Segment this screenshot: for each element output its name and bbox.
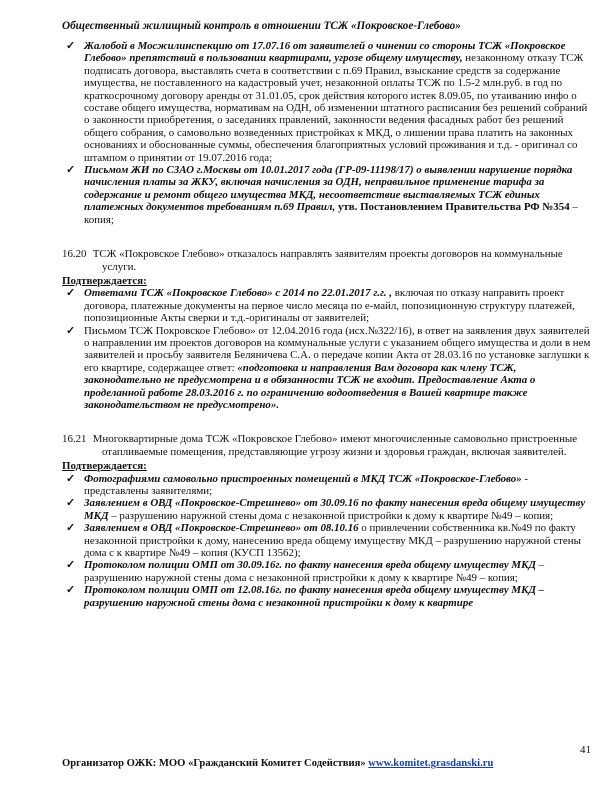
check-icon: ✓ — [66, 287, 76, 300]
page-number: 41 — [580, 744, 591, 756]
check-icon: ✓ — [66, 522, 76, 535]
footer-link[interactable]: www.komitet.grasdanski.ru — [368, 758, 494, 769]
list-item: ✓ Заявлением в ОВД «Покровское-Стрешнево» от 30.09.16 по факту нанесения вреда общему имуществу МКД – разрушению наружной стены дома с незаконной пристройки к дому к квартире №49 – копия; — [66, 497, 586, 522]
page-footer — [62, 758, 493, 769]
list-item: ✓ Письмом ТСЖ Покровское Глебово» от 12.04.2016 года (исх.№322/16), в ответ на заявления двух заявителей о направлении им проектов договоров на коммунальные услуги с указанием общего имущества и доли в нем заявителей и просьбу заявителя Беляничева С.А. о передаче копии Акта от 28.03.16 по установке заглушки к его квартире, содержащее ответ: «подготовка и направления Вам договора как члену ТСЖ, законодательно не предусмотрена и в обязанности ТСЖ не входит. Предоставление Акта о проделанной работе 28.03.2016 г. по ограничению водоотведения в Вашей квартире также законодательством не предусмотрено». — [66, 324, 591, 411]
check-icon: ✓ — [66, 164, 76, 177]
section-number: 16.21 — [62, 433, 87, 446]
list-item: ✓ Ответами ТСЖ «Покровское Глебово» с 2014 по 22.01.2017 г.г. , включая по отказу направить проект договора, платежные документы на первое число месяца по e-майл, попозиционную структуру платежей, попозиционные Акты сверки и т.д.-оригиналы от заявителей; — [66, 287, 575, 325]
document-body — [62, 40, 592, 609]
section-lead: Многоквартирные дома ТСЖ «Покровское Глебово» имеют многочисленные самовольно пристроенные отапливаемые помещения, представляющие угрозу жизни и здоровья граждан, включая заявителей. — [92, 433, 578, 458]
check-icon: ✓ — [66, 584, 76, 597]
check-icon: ✓ — [66, 472, 76, 485]
list-item: ✓ Письмом ЖИ по СЗАО г.Москвы от 10.01.2017 года (ГР-09-11198/17) о выявлении нарушение порядка начисления платы за ЖКУ, включая начисления за ОДН, неправильное применение тарифа за содержание и ремонт общего имущества МКД, несоответствие выставляемых ТСЖ единых платежных документов требованиям п.69 Правил, утв. Постановлением Правительства РФ №354 – копия; — [66, 164, 578, 226]
running-header: Общественный жилищный контроль в отношении ТСЖ «Покровское-Глебово» — [62, 20, 461, 32]
section-lead: ТСЖ «Покровское Глебово» отказалось направлять заявителям проекты договоров на коммунальные услуги. — [92, 248, 563, 273]
check-icon: ✓ — [66, 497, 76, 510]
check-icon: ✓ — [66, 324, 76, 337]
list-item: ✓ Протоколом полиции ОМП от 30.09.16г. по факту нанесения вреда общему имуществу МКД – разрушению наружной стены дома с незаконной пристройки к дому к квартире №49 – копия; — [66, 559, 545, 584]
confirm-heading: Подтверждается: — [62, 460, 147, 473]
list-item: ✓ Заявлением в ОВД «Покровское-Стрешнево» от 08.10.16 о привлечении собственника кв.№49 по факту незаконной пристройки к дому, нанесению вреда общему имуществу МКД – разрушению наружной стены дома с к квартире №49 – копия (КУСП 13562); — [66, 522, 581, 560]
check-icon: ✓ — [66, 40, 76, 52]
list-item: ✓ Протоколом полиции ОМП от 12.08.16г. по факту нанесения вреда общему имуществу МКД – разрушению наружной стены дома с незаконной пристройки к дому к квартире — [66, 584, 545, 609]
check-icon: ✓ — [66, 559, 76, 572]
footer-organizer: Организатор ОЖК: МОО «Гражданский Комитет Содействия» — [62, 758, 366, 769]
section-16-20 — [62, 248, 592, 411]
list-item: ✓ Жалобой в Мосжилинспекцию от 17.07.16 от заявителей о чинении со стороны ТСЖ «Покровское Глебово» препятствий в пользовании квартирами, угрозе общему имуществу, незаконному отказу ТСЖ подписать договора, выставлять счета в соответствии с п.69 Правил, взыскание средств за содержание имущества, не поставленного на кадастровый учет, незаконной оплаты ТСЖ по 1.5-2 млн.руб. в год по краткосрочному договору аренды от 31.01.05, срок действия которого истек 8.09.05, по утаиванию инфо о составе общего имущества, нормативам на ОДН, об изменении штатного расписания без решений собраний о законности приобретения, о заседаниях правлений, законности ведения фасадных работ без решений общего собрания, о самовольно возведенных пристройках к МКД, о лишении права платить на законных основаниях и обоснованные суммы, обеспечения благоприятных условий проживания и т.д. - оригинал со штампом о принятии от 19.07.2016 года; — [66, 40, 588, 164]
list-item: ✓ Фотографиями самовольно пристроенных помещений в МКД ТСЖ «Покровское-Глебово» - представлены заявителями; — [66, 472, 529, 497]
section-number: 16.20 — [62, 248, 87, 261]
confirm-heading: Подтверждается: — [62, 274, 147, 287]
section-16-21 — [62, 433, 592, 609]
